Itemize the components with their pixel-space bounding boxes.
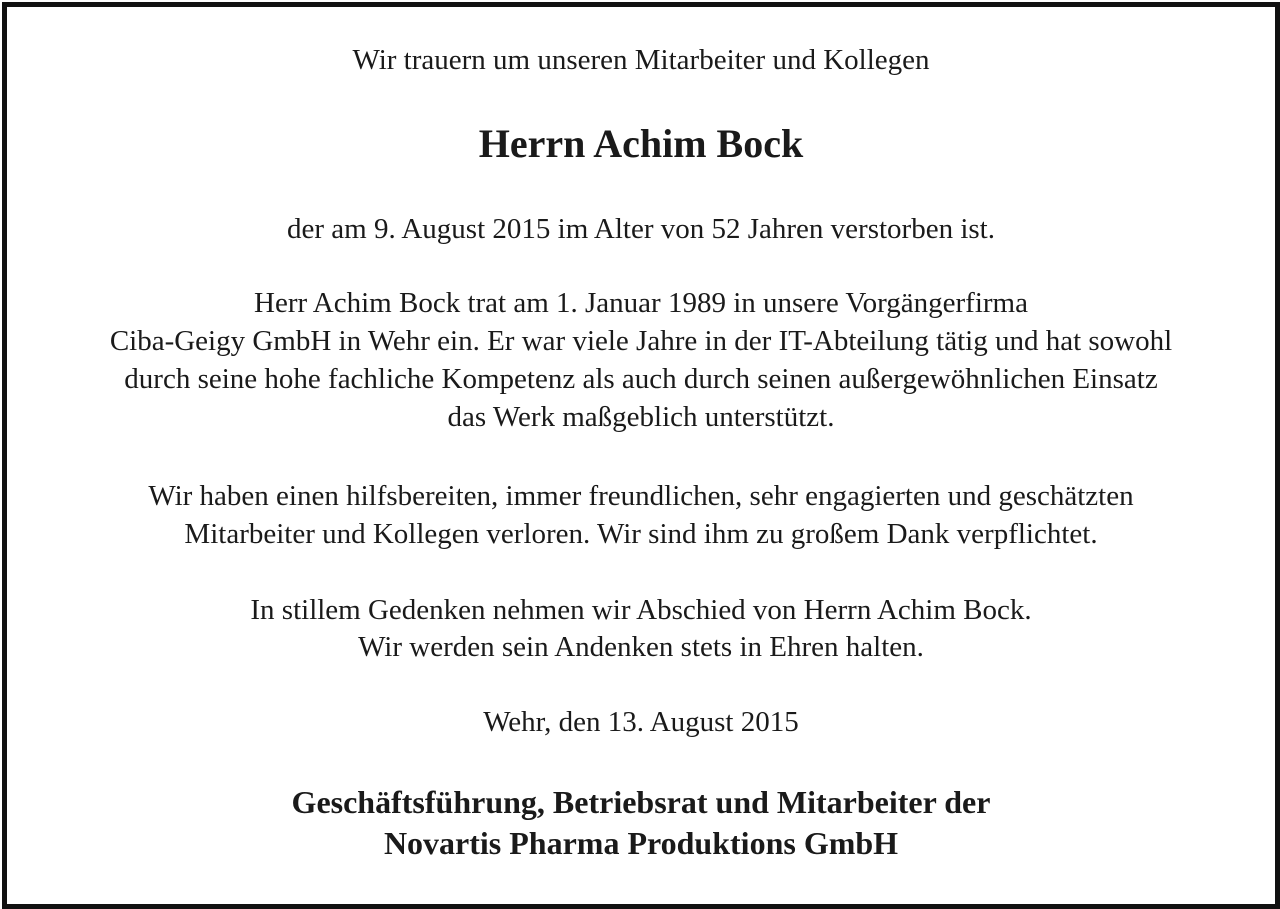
farewell-line-1: In stillem Gedenken nehmen wir Abschied von Herrn Achim Bock. <box>250 594 1032 626</box>
tribute-line-2: Mitarbeiter und Kollegen verloren. Wir sind ihm zu großem Dank verpflichtet. <box>184 518 1098 550</box>
biography-line-4: das Werk maßgeblich unterstützt. <box>447 401 835 433</box>
biography-line-3: durch seine hohe fachliche Kompetenz als auch durch seinen außergewöhnlichen Einsatz <box>124 363 1158 395</box>
deceased-name: Herrn Achim Bock <box>478 121 804 166</box>
place-date: Wehr, den 13. August 2015 <box>483 706 799 738</box>
intro-line: Wir trauern um unseren Mitarbeiter und Kollegen <box>352 44 930 76</box>
farewell-line-2: Wir werden sein Andenken stets in Ehren halten. <box>358 631 924 663</box>
obituary-notice <box>2 2 1280 909</box>
tribute-line-1: Wir haben einen hilfsbereiten, immer freundlichen, sehr engagierten und geschätzten <box>148 480 1134 512</box>
death-date-line: der am 9. August 2015 im Alter von 52 Jahren verstorben ist. <box>287 213 995 245</box>
biography-line-2: Ciba-Geigy GmbH in Wehr ein. Er war viele Jahre in der IT-Abteilung tätig und hat sowohl <box>109 325 1173 357</box>
signatories-line-1: Geschäftsführung, Betriebsrat und Mitarbeiter der <box>291 784 991 820</box>
signatories-line-2: Novartis Pharma Produktions GmbH <box>383 825 899 861</box>
biography-line-1: Herr Achim Bock trat am 1. Januar 1989 in unsere Vorgängerfirma <box>254 287 1028 319</box>
